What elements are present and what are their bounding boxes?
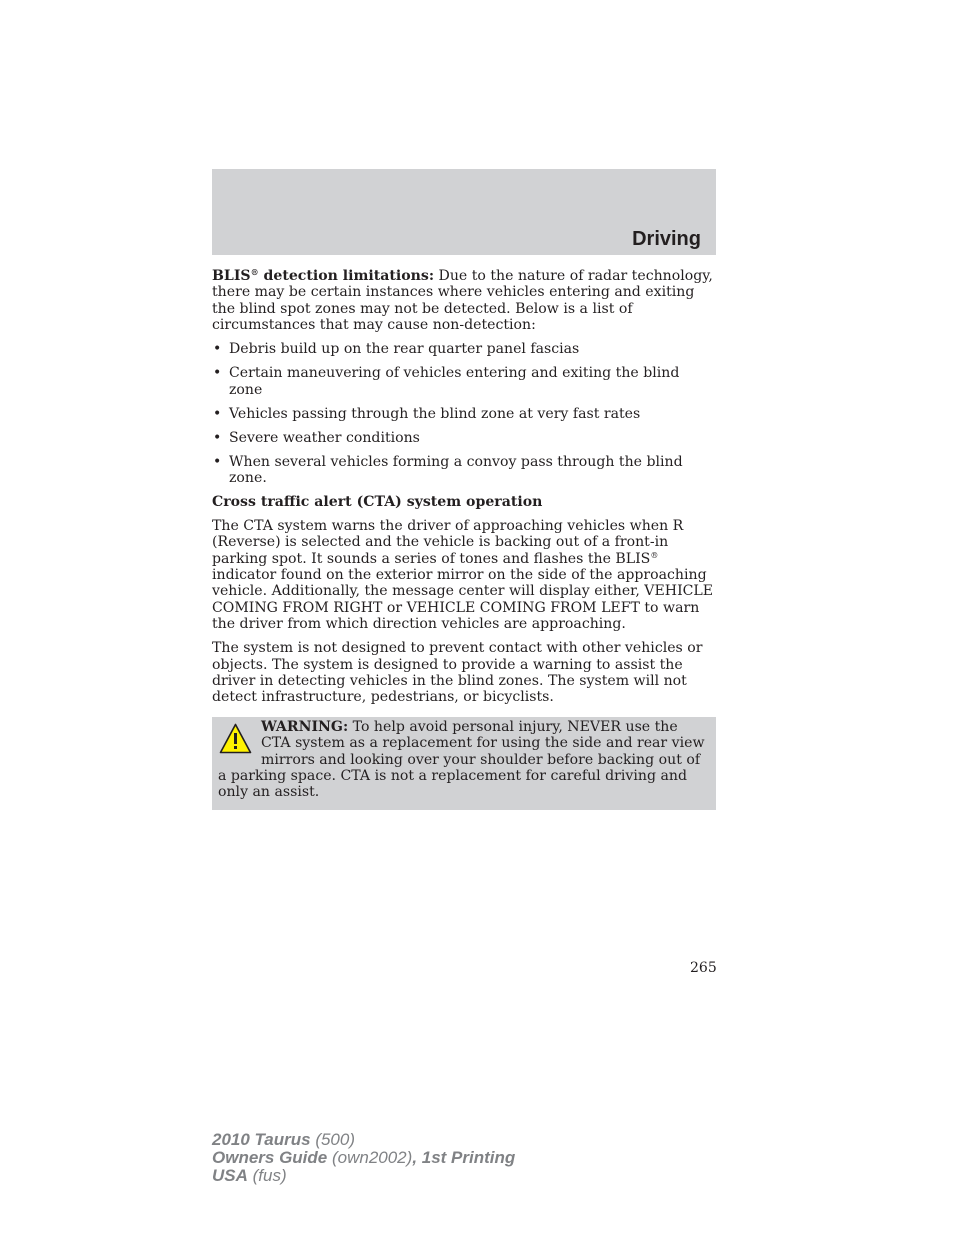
footer-guide: Owners Guide [212,1148,328,1167]
intro-text: Due to the nature of radar technology, there may be certain instances where vehicles entering and exiting the blind spot zones may not be detected. Below is a list of circumstances that may cause non-detection: [212,268,713,334]
footer-model-code: (500) [310,1130,356,1149]
cta-para1-text-a: The CTA system warns the driver of approaching vehicles when R (Reverse) is selected and the vehicle is backing out of a front-in parking spot. It sounds a series of tones and flashes the BLIS [212,517,684,567]
list-item-text: Severe weather conditions [229,429,420,446]
cta-heading: Cross traffic alert (CTA) system operation [212,493,543,510]
section-header-band [212,169,716,255]
footer-printing: , 1st Printing [412,1148,516,1167]
footer-market-code: (fus) [247,1166,287,1185]
list-item [212,430,716,446]
footer-model: 2010 Taurus [212,1130,311,1149]
warning-box [212,717,716,810]
footer-line-1 [212,1131,515,1149]
warning-text: To help avoid personal injury, NEVER use the CTA system as a replacement for using the side and rear view mirrors and looking over your shoulder before backing out of a parking space. CTA is not a replacement for careful driving and only an assist. [218,718,705,801]
intro-lead-prefix: BLIS [212,268,251,284]
list-item [212,365,716,398]
warning-triangle-icon [219,723,252,754]
bullet-icon: • [213,365,222,382]
intro-lead [212,268,434,284]
registered-mark: ® [250,267,259,277]
bullet-icon: • [213,429,222,446]
bullet-icon: • [213,405,222,422]
list-item-text: Vehicles passing through the blind zone at very fast rates [229,405,641,422]
footer-market: USA [212,1166,248,1185]
list-item-text: Debris build up on the rear quarter panel fascias [229,341,580,358]
cta-paragraph-1 [212,518,716,633]
list-item-text: Certain maneuvering of vehicles entering and exiting the blind zone [229,365,680,398]
list-item [212,406,716,422]
intro-lead-suffix: detection limitations: [258,268,435,284]
warning-label: WARNING: [261,718,349,735]
bullet-icon: • [213,453,222,470]
list-item [212,341,716,357]
bullet-icon: • [213,341,222,358]
document-footer [212,1131,515,1185]
cta-para1-text-b: indicator found on the exterior mirror on the side of the approaching vehicle. Additionally, the message center will display either, VEHICLE COMING FROM RIGHT or VEHICLE COMING FROM LEFT to warn the driver from which direction vehicles are approaching. [212,567,714,633]
page-content [212,268,716,810]
list-item [212,454,716,487]
list-item-text: When several vehicles forming a convoy pass through the blind zone. [229,453,683,486]
registered-mark: ® [650,550,659,560]
section-title: Driving [632,228,701,250]
page-number: 265 [690,960,717,976]
intro-paragraph [212,268,716,334]
footer-line-2 [212,1149,515,1167]
cta-paragraph-2: The system is not designed to prevent contact with other vehicles or objects. The system is designed to provide a warning to assist the driver in detecting vehicles in the blind zones. The system will not detect infrastructure, pedestrians, or bicyclists. [212,640,703,706]
footer-line-3 [212,1167,515,1185]
limitations-list [212,341,716,486]
footer-guide-code: (own2002) [327,1148,413,1167]
